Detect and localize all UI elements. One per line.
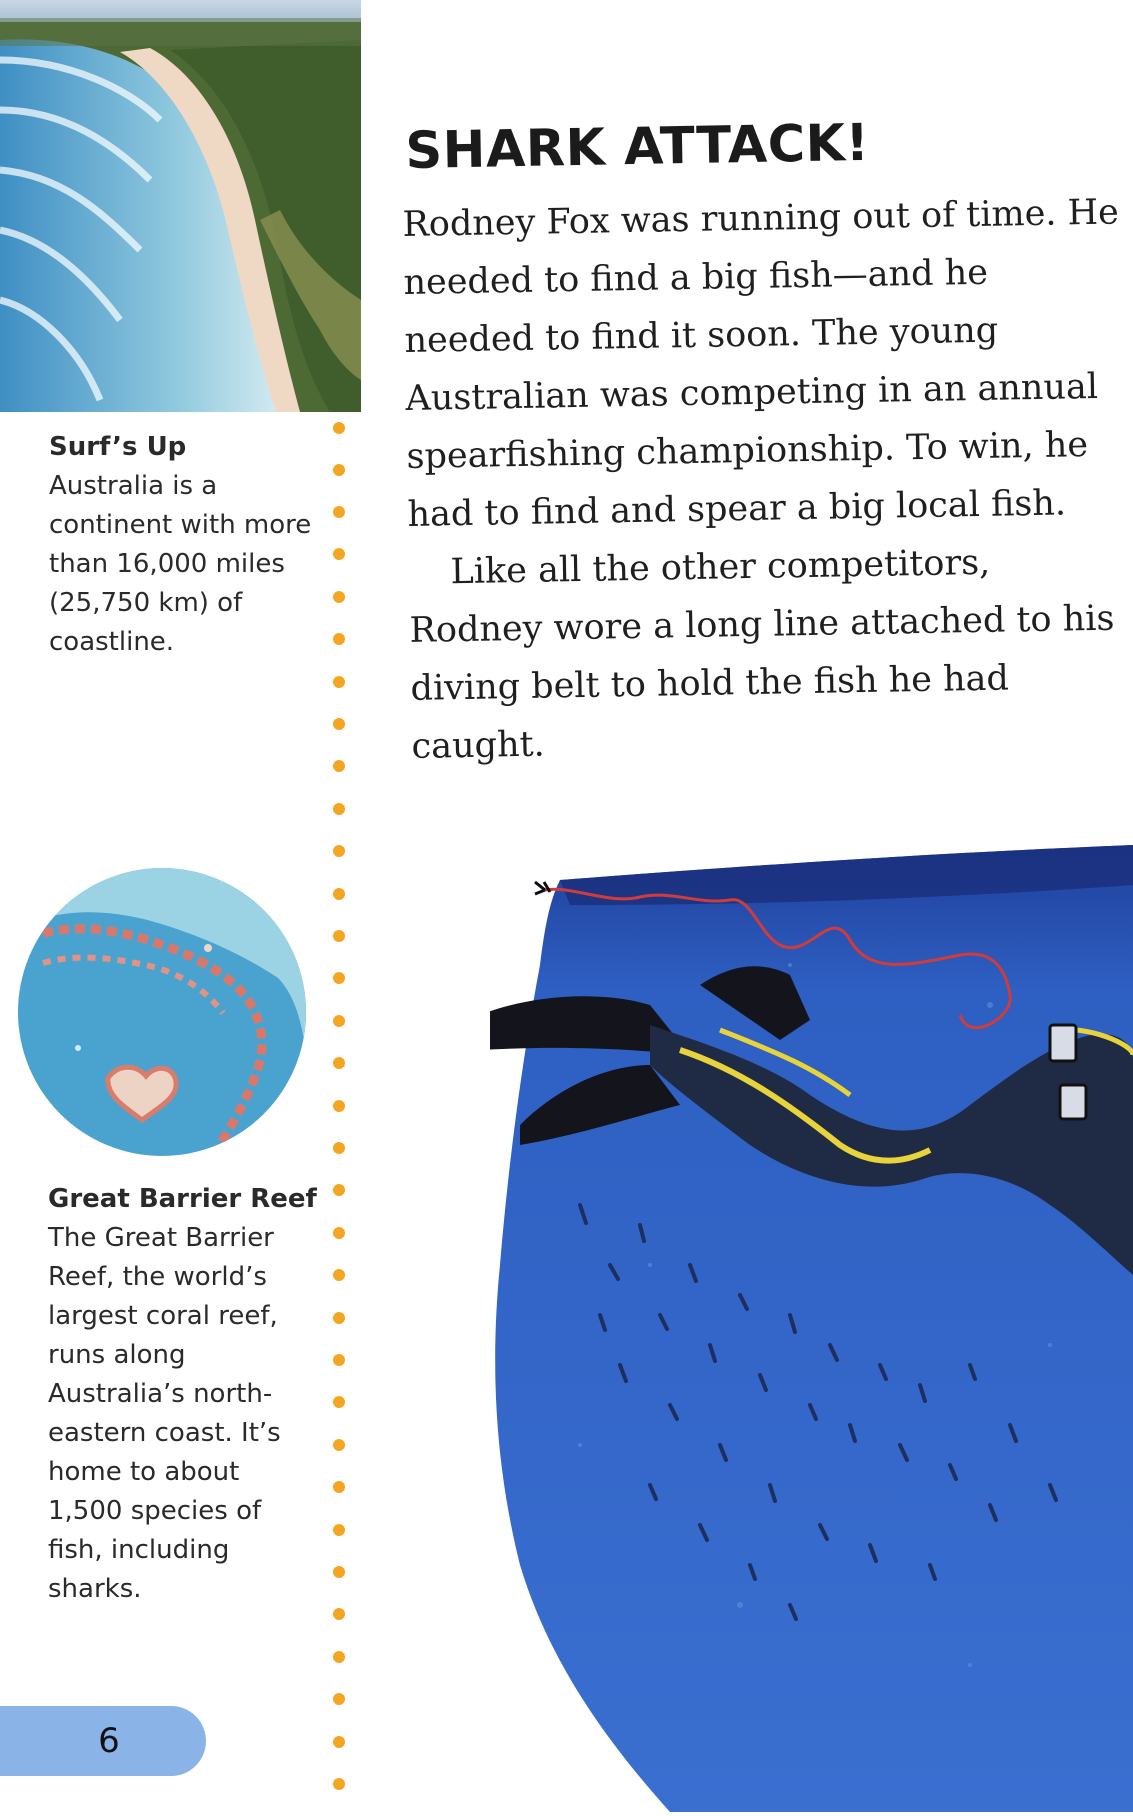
caption-title: Great Barrier Reef — [48, 1184, 317, 1214]
caption-body: The Great Barrier Reef, the world’s largest coral reef, runs along Australia’s north-eastern coast. It’s home to about 1,500 species of fish, including sharks. — [48, 1223, 281, 1604]
page-number: 6 — [98, 1721, 120, 1761]
diver-underwater-illustration — [490, 845, 1133, 1812]
dotted-divider — [332, 0, 346, 1812]
caption-surfs-up — [49, 428, 319, 662]
story-paragraph: Like all the other competitors, Rodney wore a long line attached to his diving belt to hold the fish he had caught. — [409, 542, 1115, 767]
great-barrier-reef-photo — [18, 868, 306, 1156]
caption-title: Surf’s Up — [49, 432, 187, 462]
page-number-badge — [0, 1706, 206, 1776]
caption-body: Australia is a continent with more than 16,000 miles (25,750 km) of coastline. — [49, 471, 312, 657]
beach-coastline-photo — [0, 0, 361, 412]
story-paragraph: Rodney Fox was running out of time. He needed to find a big fish—and he needed to find it soon. The young Australian was competing in an annual spearfishing championship. To win, he had to find and spear a big local fish. — [402, 192, 1120, 535]
caption-great-barrier-reef — [48, 1180, 318, 1609]
page-title: SHARK ATTACK! — [405, 113, 870, 181]
story-text — [402, 183, 1132, 775]
